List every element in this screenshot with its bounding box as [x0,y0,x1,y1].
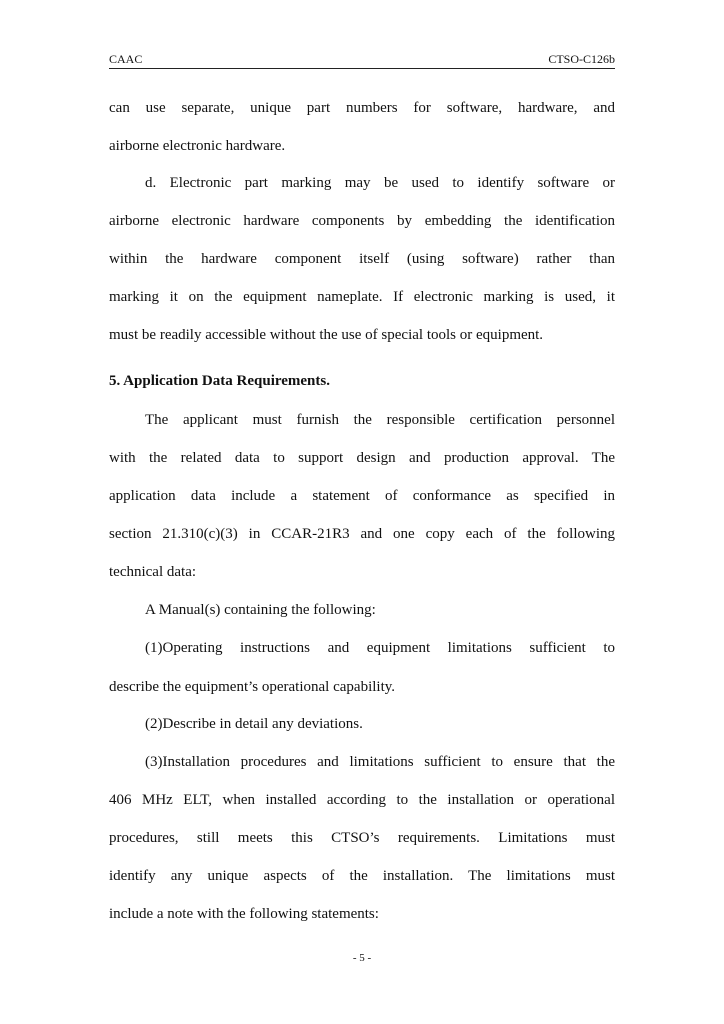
manual-intro-line: A Manual(s) containing the following: [145,602,376,618]
header-document-id: CTSO-C126b [548,52,615,66]
list-item-1-line: (1)Operating instructions and equipment limitations sufficient to [145,640,615,656]
body-line: with the related data to support design and production approval. The [109,450,615,466]
body-line: describe the equipment’s operational capability. [109,679,396,695]
body-line: airborne electronic hardware. [109,138,286,154]
body-line: procedures, still meets this CTSO’s requirements. Limitations must [109,830,615,846]
body-line: within the hardware component itself (using software) rather than [109,251,615,267]
body-line: must be readily accessible without the use of special tools or equipment. [109,327,544,343]
page-header [109,52,615,69]
body-line: 406 MHz ELT, when installed according to the installation or operational [109,792,615,808]
list-item-3-line: (3)Installation procedures and limitations sufficient to ensure that the [145,754,615,770]
paragraph-d-line: d. Electronic part marking may be used to identify software or [145,175,615,191]
body-line: include a note with the following statements: [109,906,379,922]
body-line: section 21.310(c)(3) in CCAR-21R3 and one copy each of the following [109,526,615,542]
body-line: can use separate, unique part numbers for software, hardware, and [109,100,615,116]
page-number: - 5 - [352,952,372,964]
section-heading: 5. Application Data Requirements. [109,373,330,389]
body-line: technical data: [109,564,197,580]
header-organization: CAAC [109,52,143,66]
list-item-2-line: (2)Describe in detail any deviations. [145,716,363,732]
body-line: identify any unique aspects of the installation. The limitations must [109,868,615,884]
body-line: application data include a statement of conformance as specified in [109,488,615,504]
paragraph-line: The applicant must furnish the responsible certification personnel [145,412,615,428]
body-line: airborne electronic hardware components by embedding the identification [109,213,615,229]
body-line: marking it on the equipment nameplate. If electronic marking is used, it [109,289,615,305]
